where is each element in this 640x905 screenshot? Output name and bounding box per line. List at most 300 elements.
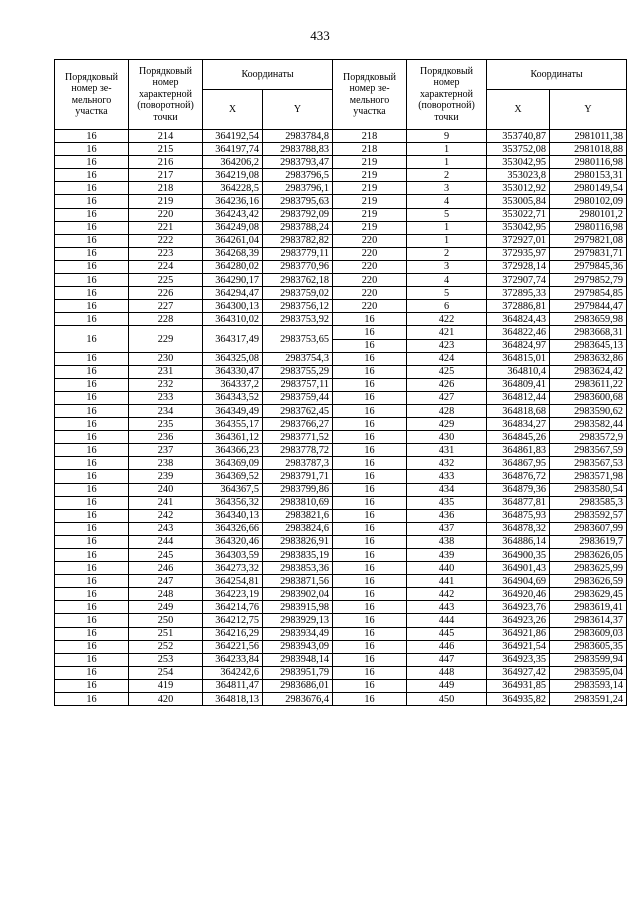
table-row bbox=[55, 130, 627, 143]
left-y-cell: 2983782,82 bbox=[263, 234, 333, 247]
right-y-cell: 2983592,57 bbox=[550, 509, 627, 522]
right-parcel-cell: 16 bbox=[333, 483, 407, 496]
right-point-cell: 431 bbox=[407, 444, 487, 457]
right-y-cell: 2983619,7 bbox=[550, 535, 627, 548]
left-y-cell: 2983792,09 bbox=[263, 208, 333, 221]
right-x-cell: 353752,08 bbox=[487, 143, 550, 156]
right-parcel-cell: 218 bbox=[333, 143, 407, 156]
right-y-cell: 2983593,14 bbox=[550, 679, 627, 692]
left-point-cell: 247 bbox=[129, 575, 203, 588]
left-point-cell: 231 bbox=[129, 365, 203, 378]
right-y-cell: 2983625,99 bbox=[550, 562, 627, 575]
right-x-cell: 372927,01 bbox=[487, 234, 550, 247]
left-point-cell: 220 bbox=[129, 208, 203, 221]
left-point-cell: 243 bbox=[129, 522, 203, 535]
right-point-cell: 1 bbox=[407, 156, 487, 169]
left-parcel-cell: 16 bbox=[55, 365, 129, 378]
left-x-cell: 364337,2 bbox=[203, 378, 263, 391]
right-parcel-cell: 16 bbox=[333, 666, 407, 679]
right-y-cell: 2983591,24 bbox=[550, 693, 627, 706]
left-y-cell: 2983796,1 bbox=[263, 182, 333, 195]
left-x-cell: 364261,04 bbox=[203, 234, 263, 247]
left-parcel-cell: 16 bbox=[55, 156, 129, 169]
right-x-cell: 364810,4 bbox=[487, 365, 550, 378]
left-x-cell: 364343,52 bbox=[203, 391, 263, 404]
left-point-cell: 219 bbox=[129, 195, 203, 208]
right-x-cell: 364845,26 bbox=[487, 431, 550, 444]
left-point-cell: 235 bbox=[129, 418, 203, 431]
left-y-cell: 2983753,65 bbox=[263, 326, 333, 352]
table-row bbox=[55, 378, 627, 391]
right-x-cell: 364923,26 bbox=[487, 614, 550, 627]
left-y-cell: 2983795,63 bbox=[263, 195, 333, 208]
right-x-cell: 364809,41 bbox=[487, 378, 550, 391]
right-y-cell: 2983572,9 bbox=[550, 431, 627, 444]
left-y-cell: 2983686,01 bbox=[263, 679, 333, 692]
left-x-cell: 364330,47 bbox=[203, 365, 263, 378]
right-x-cell: 372935,97 bbox=[487, 247, 550, 260]
left-point-cell: 214 bbox=[129, 130, 203, 143]
right-point-cell: 426 bbox=[407, 378, 487, 391]
left-y-cell: 2983929,13 bbox=[263, 614, 333, 627]
right-x-cell: 364867,95 bbox=[487, 457, 550, 470]
table-row bbox=[55, 679, 627, 692]
table-row bbox=[55, 208, 627, 221]
left-x-cell: 364818,13 bbox=[203, 693, 263, 706]
right-point-cell: 3 bbox=[407, 182, 487, 195]
header-x-right: X bbox=[487, 90, 550, 130]
left-parcel-cell: 16 bbox=[55, 522, 129, 535]
table-row bbox=[55, 247, 627, 260]
left-point-cell: 217 bbox=[129, 169, 203, 182]
left-y-cell: 2983779,11 bbox=[263, 247, 333, 260]
right-x-cell: 364923,35 bbox=[487, 653, 550, 666]
table-row bbox=[55, 182, 627, 195]
left-point-cell: 239 bbox=[129, 470, 203, 483]
left-point-cell: 232 bbox=[129, 378, 203, 391]
left-point-cell: 244 bbox=[129, 535, 203, 548]
left-y-cell: 2983771,52 bbox=[263, 431, 333, 444]
right-y-cell: 2983645,13 bbox=[550, 339, 627, 352]
right-x-cell: 364931,85 bbox=[487, 679, 550, 692]
right-x-cell: 364861,83 bbox=[487, 444, 550, 457]
left-x-cell: 364219,08 bbox=[203, 169, 263, 182]
table-row bbox=[55, 326, 627, 339]
left-y-cell: 2983766,27 bbox=[263, 418, 333, 431]
left-x-cell: 364221,56 bbox=[203, 640, 263, 653]
right-x-cell: 364818,68 bbox=[487, 404, 550, 417]
right-parcel-cell: 16 bbox=[333, 509, 407, 522]
right-parcel-cell: 16 bbox=[333, 444, 407, 457]
right-x-cell: 353012,92 bbox=[487, 182, 550, 195]
right-point-cell: 425 bbox=[407, 365, 487, 378]
right-y-cell: 2983611,22 bbox=[550, 378, 627, 391]
right-point-cell: 1 bbox=[407, 143, 487, 156]
header-y-right: Y bbox=[550, 90, 627, 130]
table-row bbox=[55, 404, 627, 417]
right-y-cell: 2983659,98 bbox=[550, 313, 627, 326]
left-parcel-cell: 16 bbox=[55, 326, 129, 352]
right-point-cell: 2 bbox=[407, 247, 487, 260]
left-y-cell: 2983753,92 bbox=[263, 313, 333, 326]
right-parcel-cell: 16 bbox=[333, 378, 407, 391]
right-point-cell: 5 bbox=[407, 208, 487, 221]
page-number: 433 bbox=[310, 28, 330, 43]
right-parcel-cell: 219 bbox=[333, 221, 407, 234]
left-point-cell: 225 bbox=[129, 274, 203, 287]
left-x-cell: 364268,39 bbox=[203, 247, 263, 260]
right-parcel-cell: 16 bbox=[333, 640, 407, 653]
table-row bbox=[55, 509, 627, 522]
right-y-cell: 2979844,47 bbox=[550, 300, 627, 313]
left-parcel-cell: 16 bbox=[55, 195, 129, 208]
right-point-cell: 3 bbox=[407, 260, 487, 273]
left-parcel-cell: 16 bbox=[55, 130, 129, 143]
left-point-cell: 236 bbox=[129, 431, 203, 444]
table-row bbox=[55, 221, 627, 234]
right-y-cell: 2980153,31 bbox=[550, 169, 627, 182]
left-y-cell: 2983824,6 bbox=[263, 522, 333, 535]
right-y-cell: 2983580,54 bbox=[550, 483, 627, 496]
left-point-cell: 251 bbox=[129, 627, 203, 640]
right-y-cell: 2979831,71 bbox=[550, 247, 627, 260]
left-x-cell: 364192,54 bbox=[203, 130, 263, 143]
left-point-cell: 222 bbox=[129, 234, 203, 247]
right-point-cell: 447 bbox=[407, 653, 487, 666]
left-x-cell: 364290,17 bbox=[203, 274, 263, 287]
right-point-cell: 4 bbox=[407, 274, 487, 287]
left-parcel-cell: 16 bbox=[55, 234, 129, 247]
right-point-cell: 433 bbox=[407, 470, 487, 483]
left-y-cell: 2983902,04 bbox=[263, 588, 333, 601]
right-point-cell: 424 bbox=[407, 352, 487, 365]
right-parcel-cell: 16 bbox=[333, 588, 407, 601]
right-x-cell: 364877,81 bbox=[487, 496, 550, 509]
right-point-cell: 421 bbox=[407, 326, 487, 339]
right-point-cell: 442 bbox=[407, 588, 487, 601]
right-x-cell: 364927,42 bbox=[487, 666, 550, 679]
right-x-cell: 364824,97 bbox=[487, 339, 550, 352]
right-point-cell: 450 bbox=[407, 693, 487, 706]
right-point-cell: 438 bbox=[407, 535, 487, 548]
right-x-cell: 372895,33 bbox=[487, 287, 550, 300]
right-x-cell: 353740,87 bbox=[487, 130, 550, 143]
right-parcel-cell: 219 bbox=[333, 169, 407, 182]
left-point-cell: 234 bbox=[129, 404, 203, 417]
right-parcel-cell: 219 bbox=[333, 156, 407, 169]
left-x-cell: 364367,5 bbox=[203, 483, 263, 496]
right-parcel-cell: 16 bbox=[333, 535, 407, 548]
left-parcel-cell: 16 bbox=[55, 182, 129, 195]
right-y-cell: 2981018,88 bbox=[550, 143, 627, 156]
right-point-cell: 5 bbox=[407, 287, 487, 300]
right-x-cell: 364875,93 bbox=[487, 509, 550, 522]
right-point-cell: 434 bbox=[407, 483, 487, 496]
left-parcel-cell: 16 bbox=[55, 693, 129, 706]
right-x-cell: 364921,86 bbox=[487, 627, 550, 640]
left-point-cell: 246 bbox=[129, 562, 203, 575]
left-point-cell: 420 bbox=[129, 693, 203, 706]
left-y-cell: 2983784,8 bbox=[263, 130, 333, 143]
table-row bbox=[55, 483, 627, 496]
header-coordinates-right: Координаты bbox=[487, 60, 627, 90]
left-y-cell: 2983821,6 bbox=[263, 509, 333, 522]
right-y-cell: 2983629,45 bbox=[550, 588, 627, 601]
right-x-cell: 364923,76 bbox=[487, 601, 550, 614]
right-y-cell: 2979821,08 bbox=[550, 234, 627, 247]
table-row bbox=[55, 391, 627, 404]
left-y-cell: 2983754,3 bbox=[263, 352, 333, 365]
table-row bbox=[55, 287, 627, 300]
right-x-cell: 353042,95 bbox=[487, 221, 550, 234]
left-parcel-cell: 16 bbox=[55, 444, 129, 457]
left-parcel-cell: 16 bbox=[55, 509, 129, 522]
left-y-cell: 2983796,5 bbox=[263, 169, 333, 182]
right-x-cell: 364921,54 bbox=[487, 640, 550, 653]
left-y-cell: 2983778,72 bbox=[263, 444, 333, 457]
left-parcel-cell: 16 bbox=[55, 588, 129, 601]
left-x-cell: 364197,74 bbox=[203, 143, 263, 156]
left-parcel-cell: 16 bbox=[55, 470, 129, 483]
left-x-cell: 364249,08 bbox=[203, 221, 263, 234]
left-x-cell: 364294,47 bbox=[203, 287, 263, 300]
left-x-cell: 364320,46 bbox=[203, 535, 263, 548]
right-x-cell: 364886,14 bbox=[487, 535, 550, 548]
table-row bbox=[55, 575, 627, 588]
header-x-left: X bbox=[203, 90, 263, 130]
left-y-cell: 2983787,3 bbox=[263, 457, 333, 470]
right-y-cell: 2983590,62 bbox=[550, 404, 627, 417]
right-x-cell: 364824,43 bbox=[487, 313, 550, 326]
right-point-cell: 445 bbox=[407, 627, 487, 640]
header-point-no-right: Порядковый номер характерной (поворотной) точки bbox=[407, 60, 487, 130]
right-parcel-cell: 220 bbox=[333, 274, 407, 287]
right-parcel-cell: 16 bbox=[333, 313, 407, 326]
left-y-cell: 2983770,96 bbox=[263, 260, 333, 273]
right-point-cell: 449 bbox=[407, 679, 487, 692]
right-y-cell: 2980116,98 bbox=[550, 221, 627, 234]
right-y-cell: 2983600,68 bbox=[550, 391, 627, 404]
left-point-cell: 242 bbox=[129, 509, 203, 522]
right-y-cell: 2983619,41 bbox=[550, 601, 627, 614]
left-x-cell: 364366,23 bbox=[203, 444, 263, 457]
right-parcel-cell: 16 bbox=[333, 601, 407, 614]
left-x-cell: 364223,19 bbox=[203, 588, 263, 601]
right-x-cell: 364901,43 bbox=[487, 562, 550, 575]
left-y-cell: 2983757,11 bbox=[263, 378, 333, 391]
right-point-cell: 428 bbox=[407, 404, 487, 417]
left-y-cell: 2983943,09 bbox=[263, 640, 333, 653]
left-x-cell: 364242,6 bbox=[203, 666, 263, 679]
right-y-cell: 2983582,44 bbox=[550, 418, 627, 431]
right-parcel-cell: 220 bbox=[333, 300, 407, 313]
left-y-cell: 2983826,91 bbox=[263, 535, 333, 548]
left-point-cell: 228 bbox=[129, 313, 203, 326]
right-point-cell: 6 bbox=[407, 300, 487, 313]
left-point-cell: 221 bbox=[129, 221, 203, 234]
right-point-cell: 422 bbox=[407, 313, 487, 326]
left-parcel-cell: 16 bbox=[55, 457, 129, 470]
left-parcel-cell: 16 bbox=[55, 378, 129, 391]
right-y-cell: 2981011,38 bbox=[550, 130, 627, 143]
right-x-cell: 364879,36 bbox=[487, 483, 550, 496]
right-parcel-cell: 16 bbox=[333, 549, 407, 562]
left-parcel-cell: 16 bbox=[55, 575, 129, 588]
left-x-cell: 364303,59 bbox=[203, 549, 263, 562]
left-y-cell: 2983762,18 bbox=[263, 274, 333, 287]
table-row bbox=[55, 614, 627, 627]
left-x-cell: 364369,09 bbox=[203, 457, 263, 470]
left-point-cell: 215 bbox=[129, 143, 203, 156]
right-parcel-cell: 16 bbox=[333, 418, 407, 431]
table-row bbox=[55, 640, 627, 653]
left-y-cell: 2983810,69 bbox=[263, 496, 333, 509]
table-row bbox=[55, 496, 627, 509]
right-parcel-cell: 16 bbox=[333, 365, 407, 378]
left-point-cell: 240 bbox=[129, 483, 203, 496]
left-y-cell: 2983759,02 bbox=[263, 287, 333, 300]
right-point-cell: 436 bbox=[407, 509, 487, 522]
left-parcel-cell: 16 bbox=[55, 274, 129, 287]
right-y-cell: 2983595,04 bbox=[550, 666, 627, 679]
left-y-cell: 2983788,83 bbox=[263, 143, 333, 156]
right-parcel-cell: 16 bbox=[333, 352, 407, 365]
left-x-cell: 364369,52 bbox=[203, 470, 263, 483]
right-parcel-cell: 16 bbox=[333, 575, 407, 588]
right-y-cell: 2983567,59 bbox=[550, 444, 627, 457]
right-parcel-cell: 16 bbox=[333, 693, 407, 706]
table-row bbox=[55, 234, 627, 247]
left-x-cell: 364361,12 bbox=[203, 431, 263, 444]
table-row bbox=[55, 169, 627, 182]
left-x-cell: 364206,2 bbox=[203, 156, 263, 169]
left-point-cell: 223 bbox=[129, 247, 203, 260]
right-y-cell: 2979845,36 bbox=[550, 260, 627, 273]
left-y-cell: 2983676,4 bbox=[263, 693, 333, 706]
left-parcel-cell: 16 bbox=[55, 313, 129, 326]
table-row bbox=[55, 431, 627, 444]
right-y-cell: 2983605,35 bbox=[550, 640, 627, 653]
left-y-cell: 2983934,49 bbox=[263, 627, 333, 640]
right-point-cell: 435 bbox=[407, 496, 487, 509]
table-row bbox=[55, 195, 627, 208]
left-parcel-cell: 16 bbox=[55, 666, 129, 679]
right-parcel-cell: 16 bbox=[333, 470, 407, 483]
right-parcel-cell: 16 bbox=[333, 679, 407, 692]
right-point-cell: 432 bbox=[407, 457, 487, 470]
table-row bbox=[55, 693, 627, 706]
left-parcel-cell: 16 bbox=[55, 221, 129, 234]
left-y-cell: 2983756,12 bbox=[263, 300, 333, 313]
right-x-cell: 364812,44 bbox=[487, 391, 550, 404]
right-y-cell: 2983567,53 bbox=[550, 457, 627, 470]
left-parcel-cell: 16 bbox=[55, 562, 129, 575]
left-y-cell: 2983853,36 bbox=[263, 562, 333, 575]
left-point-cell: 226 bbox=[129, 287, 203, 300]
right-point-cell: 443 bbox=[407, 601, 487, 614]
left-y-cell: 2983755,29 bbox=[263, 365, 333, 378]
left-parcel-cell: 16 bbox=[55, 260, 129, 273]
left-parcel-cell: 16 bbox=[55, 679, 129, 692]
left-x-cell: 364216,29 bbox=[203, 627, 263, 640]
right-x-cell: 364876,72 bbox=[487, 470, 550, 483]
right-parcel-cell: 16 bbox=[333, 431, 407, 444]
left-parcel-cell: 16 bbox=[55, 287, 129, 300]
right-parcel-cell: 219 bbox=[333, 182, 407, 195]
header-y-left: Y bbox=[263, 90, 333, 130]
right-point-cell: 446 bbox=[407, 640, 487, 653]
table-row bbox=[55, 588, 627, 601]
left-parcel-cell: 16 bbox=[55, 601, 129, 614]
right-point-cell: 437 bbox=[407, 522, 487, 535]
right-point-cell: 1 bbox=[407, 221, 487, 234]
right-y-cell: 2979854,85 bbox=[550, 287, 627, 300]
left-point-cell: 238 bbox=[129, 457, 203, 470]
right-parcel-cell: 218 bbox=[333, 130, 407, 143]
right-point-cell: 423 bbox=[407, 339, 487, 352]
right-parcel-cell: 16 bbox=[333, 391, 407, 404]
left-point-cell: 218 bbox=[129, 182, 203, 195]
left-parcel-cell: 16 bbox=[55, 391, 129, 404]
right-y-cell: 2983632,86 bbox=[550, 352, 627, 365]
left-point-cell: 245 bbox=[129, 549, 203, 562]
header-parcel-no-left: Порядковый номер зе-мельного участка bbox=[55, 60, 129, 130]
right-y-cell: 2980116,98 bbox=[550, 156, 627, 169]
table-row bbox=[55, 601, 627, 614]
left-parcel-cell: 16 bbox=[55, 614, 129, 627]
left-point-cell: 229 bbox=[129, 326, 203, 352]
right-y-cell: 2980102,09 bbox=[550, 195, 627, 208]
right-point-cell: 440 bbox=[407, 562, 487, 575]
table-row bbox=[55, 470, 627, 483]
right-parcel-cell: 16 bbox=[333, 326, 407, 339]
left-x-cell: 364243,42 bbox=[203, 208, 263, 221]
right-x-cell: 372907,74 bbox=[487, 274, 550, 287]
right-y-cell: 2983571,98 bbox=[550, 470, 627, 483]
table-row bbox=[55, 562, 627, 575]
left-point-cell: 230 bbox=[129, 352, 203, 365]
left-parcel-cell: 16 bbox=[55, 627, 129, 640]
table-row bbox=[55, 156, 627, 169]
right-point-cell: 444 bbox=[407, 614, 487, 627]
table-row bbox=[55, 549, 627, 562]
left-point-cell: 254 bbox=[129, 666, 203, 679]
left-parcel-cell: 16 bbox=[55, 143, 129, 156]
left-parcel-cell: 16 bbox=[55, 653, 129, 666]
left-point-cell: 241 bbox=[129, 496, 203, 509]
right-point-cell: 2 bbox=[407, 169, 487, 182]
left-parcel-cell: 16 bbox=[55, 483, 129, 496]
left-x-cell: 364228,5 bbox=[203, 182, 263, 195]
table-row bbox=[55, 444, 627, 457]
left-parcel-cell: 16 bbox=[55, 352, 129, 365]
left-y-cell: 2983871,56 bbox=[263, 575, 333, 588]
right-parcel-cell: 220 bbox=[333, 234, 407, 247]
table-row bbox=[55, 300, 627, 313]
left-parcel-cell: 16 bbox=[55, 418, 129, 431]
left-x-cell: 364349,49 bbox=[203, 404, 263, 417]
left-x-cell: 364340,13 bbox=[203, 509, 263, 522]
left-x-cell: 364356,32 bbox=[203, 496, 263, 509]
right-parcel-cell: 16 bbox=[333, 562, 407, 575]
left-y-cell: 2983791,71 bbox=[263, 470, 333, 483]
right-y-cell: 2983626,59 bbox=[550, 575, 627, 588]
left-point-cell: 224 bbox=[129, 260, 203, 273]
right-x-cell: 353005,84 bbox=[487, 195, 550, 208]
right-point-cell: 427 bbox=[407, 391, 487, 404]
right-parcel-cell: 16 bbox=[333, 339, 407, 352]
right-point-cell: 1 bbox=[407, 234, 487, 247]
